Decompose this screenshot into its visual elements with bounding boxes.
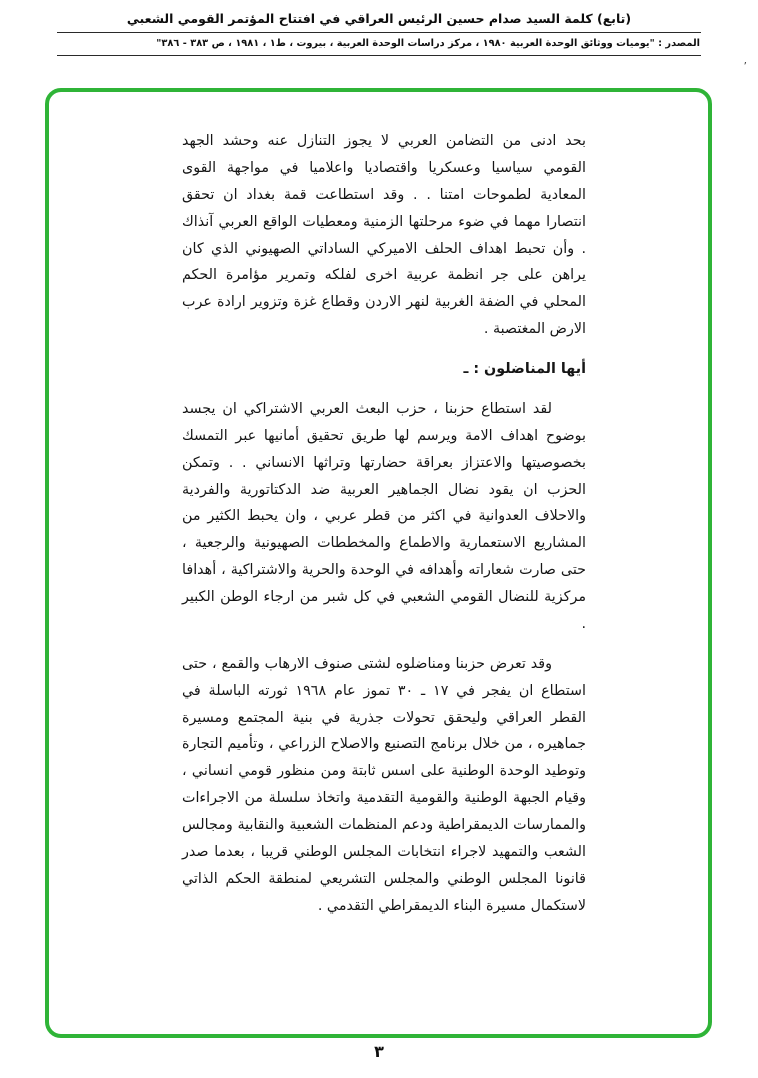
margin-mark: ٬ bbox=[743, 60, 747, 73]
source-citation: المصدر : "يوميات ووثائق الوحدة العربية ١٩٨٠ ، مركز دراسات الوحدة العربية ، بيروت ، ط١ ، ١٩٨١ ، ص ٣٨٣ - ٣٨٦" bbox=[156, 38, 700, 49]
header-rule-top bbox=[57, 32, 701, 33]
scanned-page-frame bbox=[45, 88, 712, 1038]
paragraph: وقد تعرض حزبنا ومناضلوه لشتى صنوف الارهاب والقمع ، حتى استطاع ان يفجر في ١٧ ـ ٣٠ تموز عام ١٩٦٨ ثورته الباسلة في القطر العراقي وليحقق تحولات جذرية في بنية المجتمع ومسيرة جماهيره ، من خلال برنامج التصنيع والاصلاح الزراعي ، وتأميم التجارة وتوطيد الوحدة الوطنية على اسس ثابتة ومن منظور قومي انساني ، وقيام الجبهة الوطنية والقومية التقدمية واتخاذ سلسلة من الاجراءات والممارسات الديمقراطية ودعم المنظمات الشعبية والنقابية ومجالس الشعب والتمهيد لاجراء انتخابات المجلس الوطني قريبا ، بعدما صدر قانونا المجلس الوطني والمجلس التشريعي لمنطقة الحكم الذاتي لاستكمال مسيرة البناء الديمقراطي التقدمي . bbox=[182, 655, 587, 914]
page-header bbox=[0, 0, 758, 56]
section-heading: أيها المناضلون : ـ bbox=[463, 361, 586, 377]
speech-text-block bbox=[182, 128, 586, 933]
header-rule-bottom bbox=[57, 55, 701, 56]
page-title: (تابع) كلمة السيد صدام حسين الرئيس العراقي في افتتاح المؤتمر القومي الشعبي bbox=[126, 11, 632, 26]
paragraph: لقد استطاع حزبنا ، حزب البعث العربي الاشتراكي ان يجسد بوضوح اهداف الامة ويرسم لها طريق تحقيق أمانيها عبر التمسك بخصوصيتها والاعتزاز بعراقة حضارتها وتراثها الانساني . . وتمكن الحزب ان يقود نضال الجماهير العربية ضد الدكتاتورية والفردية والاحلاف العدوانية في اكثر من قطر عربي ، وان يحبط الكثير من المشاريع الاستعمارية والاطماع والمخططات الصهيونية والرجعية ، حتى صارت شعاراته وأهدافه في الوحدة والحرية والاشتراكية ، أهدافا مركزية للنضال القومي الشعبي في كل شبر من ارجاء الوطن الكبير . bbox=[182, 400, 586, 632]
paragraph: بحد ادنى من التضامن العربي لا يجوز التنازل عنه وحشد الجهد القومي سياسيا وعسكريا واقتصاديا واعلاميا في مواجهة القوى المعادية لطموحات امتنا . . وقد استطاعت قمة بغداد ان تحقق انتصارا مهما في ضوء مرحلتها الزمنية ومعطيات الواقع العربي آنذاك . وأن تحبط اهداف الحلف الاميركي الساداتي الصهيوني الذي كان يراهن على جر انظمة عربية اخرى لفلكه وتمرير مؤامرة الحكم المحلي في الضفة الغربية لنهر الاردن وقطاع غزة وتزوير ارادة عرب الارض المغتصبة . bbox=[182, 133, 586, 338]
page-number: ٣ bbox=[374, 1042, 384, 1061]
